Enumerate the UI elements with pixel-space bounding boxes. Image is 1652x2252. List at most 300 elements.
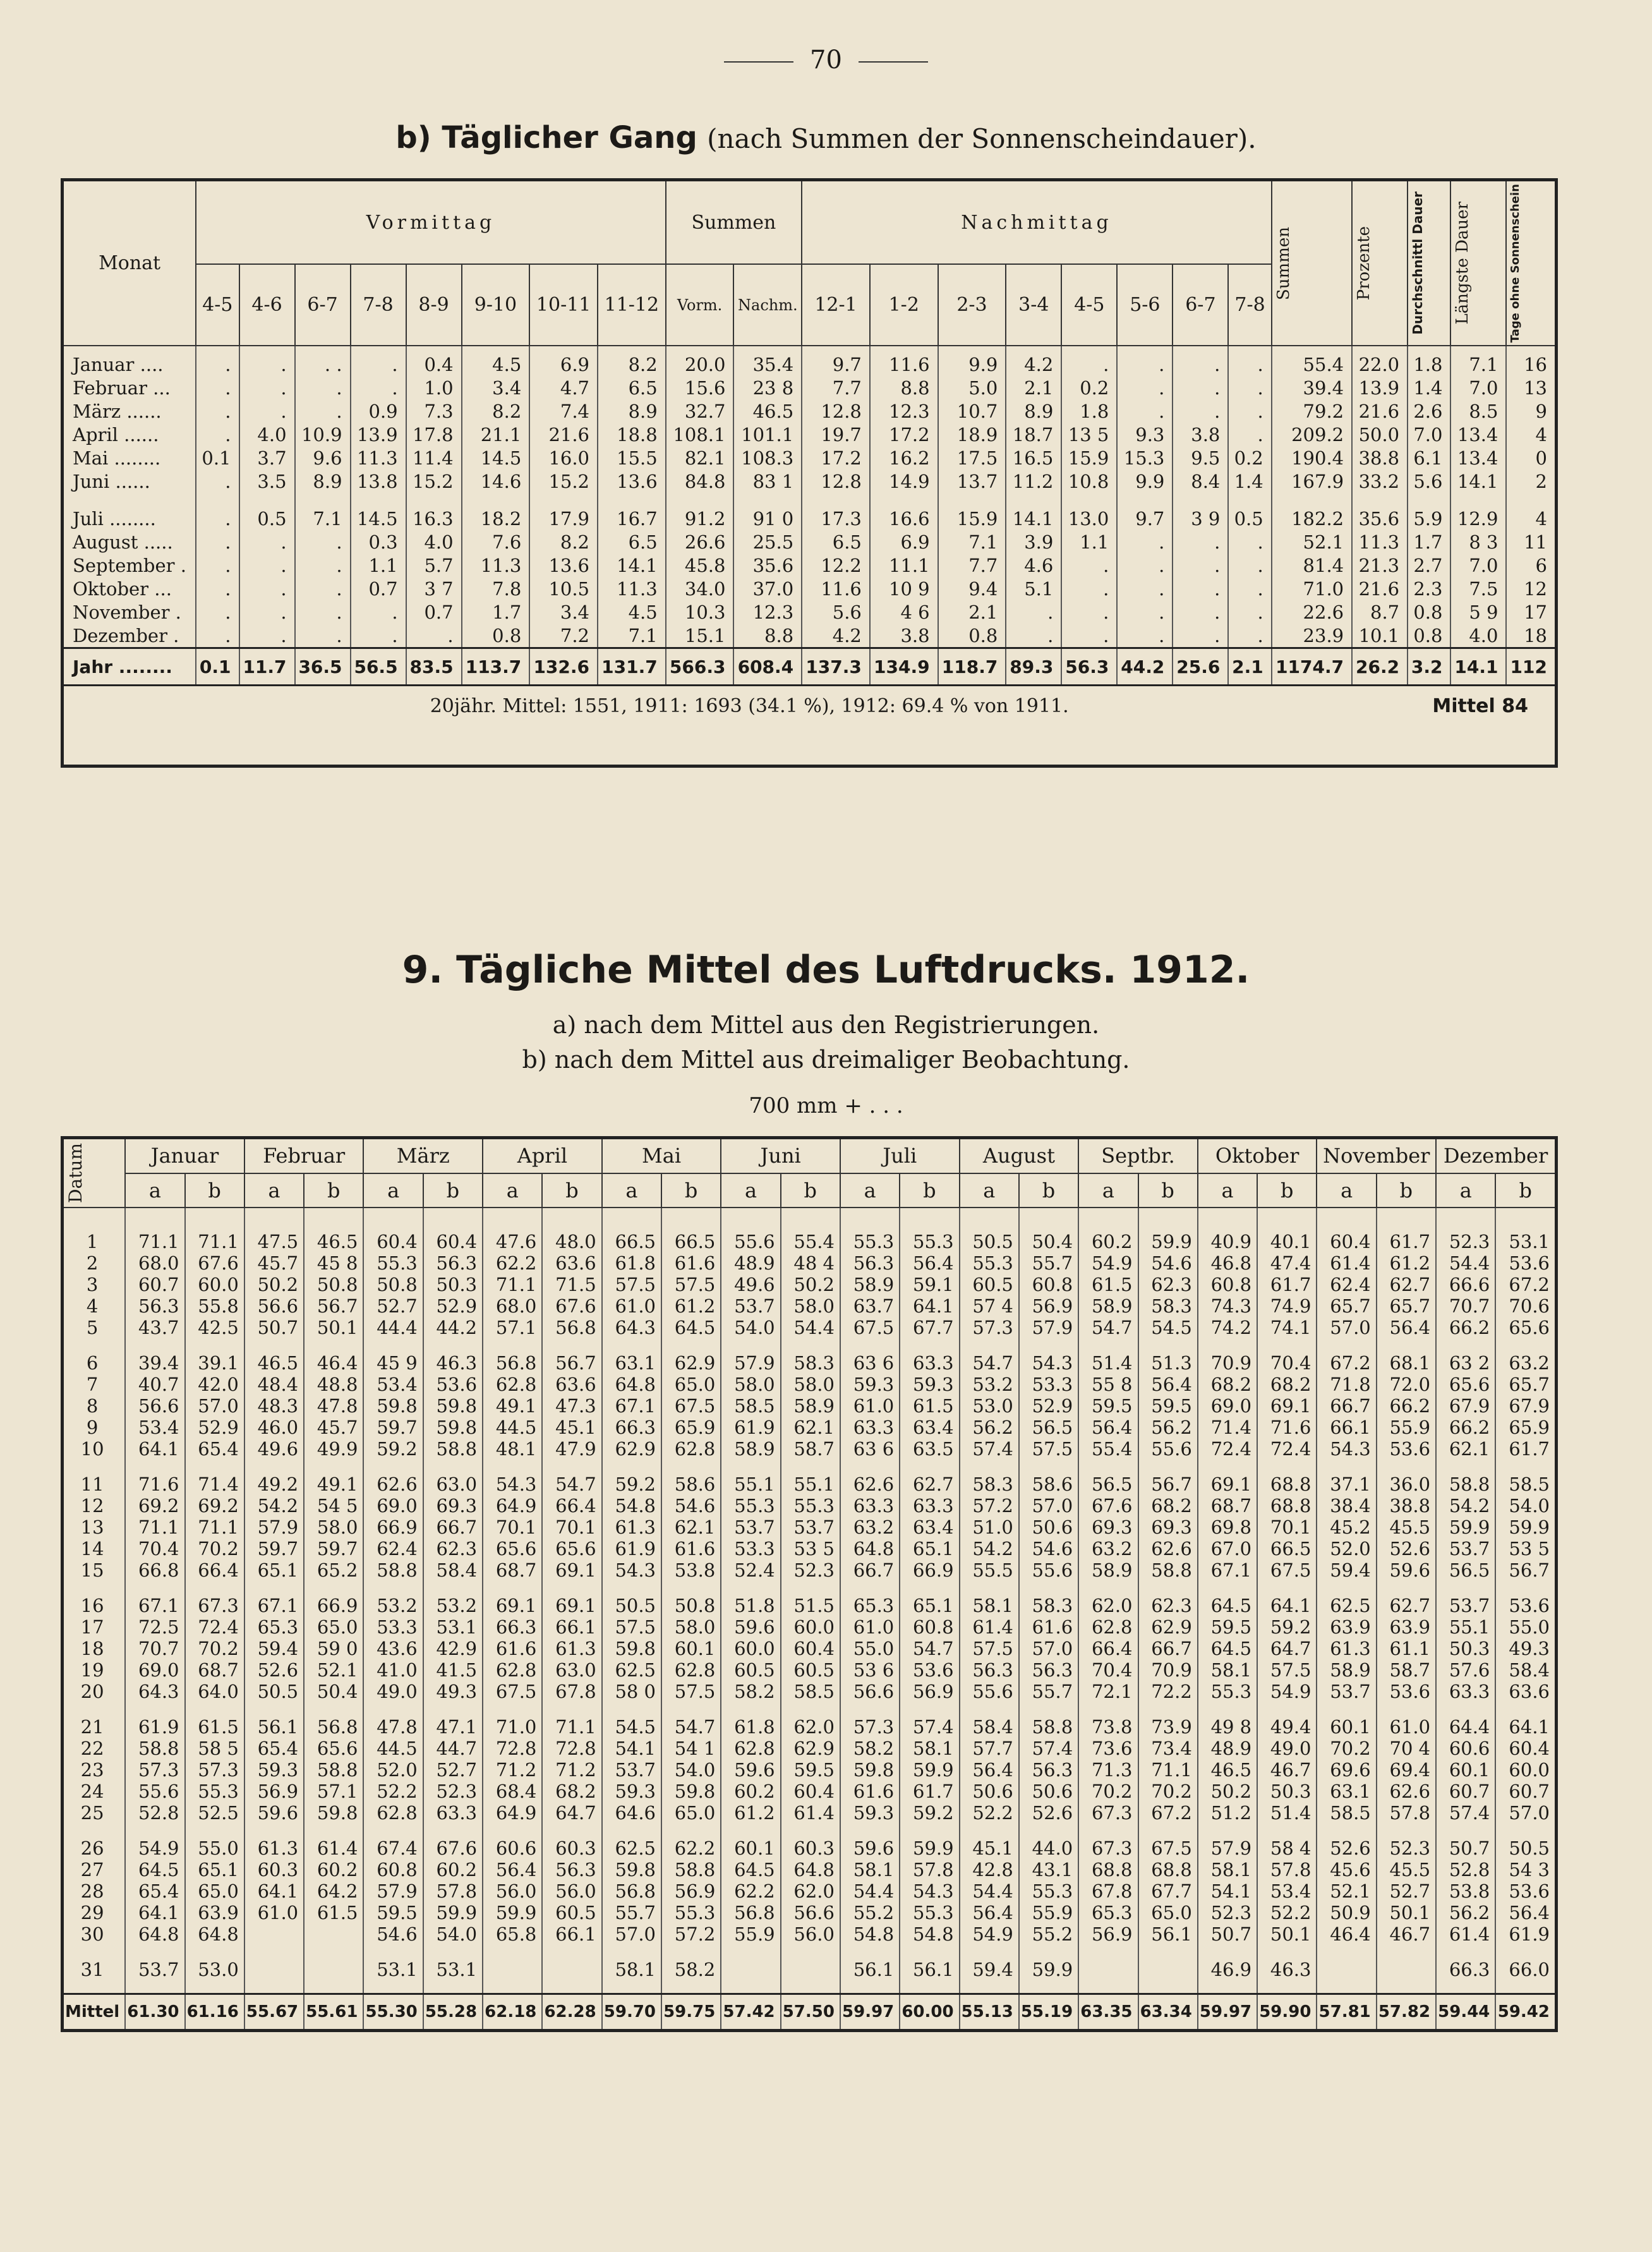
table-cell: 48.1 bbox=[483, 1438, 542, 1460]
table-cell: 50.5 bbox=[244, 1681, 304, 1702]
table-cell: 12.3 bbox=[870, 399, 938, 423]
day-cell: 9 bbox=[63, 1417, 126, 1438]
table-cell: 55.3 bbox=[185, 1781, 244, 1802]
day-cell: 15 bbox=[63, 1559, 126, 1581]
table-row bbox=[63, 1559, 1557, 1581]
table-cell: 58.1 bbox=[900, 1738, 959, 1759]
table-cell: 53.7 bbox=[721, 1295, 780, 1317]
table-cell: 53.4 bbox=[125, 1417, 184, 1438]
table-cell: . bbox=[295, 624, 351, 648]
table-cell: 51.4 bbox=[1078, 1338, 1138, 1374]
col-b-header: b bbox=[185, 1173, 244, 1208]
table-cell: 60.5 bbox=[542, 1902, 601, 1923]
table-cell: 51.2 bbox=[1198, 1802, 1257, 1824]
table-cell: 56.3 bbox=[1019, 1659, 1078, 1681]
day-cell: 17 bbox=[63, 1616, 126, 1638]
table-cell: 61.9 bbox=[125, 1702, 184, 1738]
table-cell: 58.4 bbox=[960, 1702, 1019, 1738]
table-cell: 45.7 bbox=[304, 1417, 363, 1438]
table-cell: 55.2 bbox=[1019, 1923, 1078, 1945]
table-cell: 59.9 bbox=[423, 1902, 483, 1923]
table-cell: 53.6 bbox=[1377, 1438, 1436, 1460]
table-cell: 55.0 bbox=[185, 1824, 244, 1859]
table-cell: 61.9 bbox=[721, 1417, 780, 1438]
table-cell: 61.4 bbox=[1317, 1252, 1376, 1274]
table-cell: 56.7 bbox=[542, 1338, 601, 1374]
table-cell: 12.8 bbox=[802, 399, 870, 423]
table-cell: 0 bbox=[1506, 446, 1556, 469]
table-cell: 52.8 bbox=[125, 1802, 184, 1824]
table-row bbox=[63, 1374, 1557, 1395]
table-cell: . bbox=[1061, 600, 1117, 624]
table-cell: 67.2 bbox=[1138, 1802, 1198, 1824]
table-cell: 54.8 bbox=[900, 1923, 959, 1945]
table-cell: 3.2 bbox=[1408, 648, 1450, 686]
table-cell: 9.7 bbox=[1117, 493, 1173, 530]
table-cell: 56.6 bbox=[244, 1295, 304, 1317]
table-cell: 16.2 bbox=[870, 446, 938, 469]
month-label: Mai ........ bbox=[63, 446, 196, 469]
table-cell: 64.1 bbox=[244, 1880, 304, 1902]
table-cell: 55.3 bbox=[900, 1902, 959, 1923]
table-cell: . bbox=[1173, 376, 1228, 399]
table-cell: 63.6 bbox=[1495, 1681, 1556, 1702]
table-cell: 44.2 bbox=[1117, 648, 1173, 686]
table-cell: 60.4 bbox=[781, 1638, 840, 1659]
table-cell: 17.8 bbox=[406, 423, 462, 446]
table-cell: 55.3 bbox=[781, 1495, 840, 1516]
table-cell: 63 6 bbox=[840, 1438, 900, 1460]
table-cell: . bbox=[239, 600, 295, 624]
table-cell: 53.6 bbox=[1495, 1880, 1556, 1902]
table-cell: 70.7 bbox=[1436, 1295, 1495, 1317]
table-cell: 68.7 bbox=[185, 1659, 244, 1681]
header-summen-sub: Vorm. bbox=[666, 264, 734, 346]
table-cell: . bbox=[351, 600, 406, 624]
table-cell: 49.6 bbox=[721, 1274, 780, 1295]
table-cell: 52.1 bbox=[304, 1659, 363, 1681]
table-cell: 69.3 bbox=[423, 1495, 483, 1516]
table-row bbox=[63, 1738, 1557, 1759]
table-cell: 13.4 bbox=[1450, 446, 1506, 469]
table-cell: 21.6 bbox=[1352, 577, 1408, 600]
table-cell: 5.6 bbox=[802, 600, 870, 624]
table-cell: 4.2 bbox=[802, 624, 870, 648]
table-cell: 61.0 bbox=[1377, 1702, 1436, 1738]
table-cell: 61.7 bbox=[1257, 1274, 1317, 1295]
table-cell: 113.7 bbox=[462, 648, 530, 686]
table-cell: 59.9 bbox=[1019, 1945, 1078, 1994]
table-cell: 608.4 bbox=[733, 648, 802, 686]
table-cell: 67.7 bbox=[900, 1317, 959, 1338]
table-cell: . bbox=[295, 577, 351, 600]
table-cell: 69.4 bbox=[1377, 1759, 1436, 1781]
table-cell: 55.3 bbox=[661, 1902, 721, 1923]
table-cell: . bbox=[239, 577, 295, 600]
header-vorm-hour: 10-11 bbox=[529, 264, 598, 346]
table-cell: 61.4 bbox=[781, 1802, 840, 1824]
table-cell: 58.5 bbox=[1495, 1460, 1556, 1495]
table-cell: 66.8 bbox=[125, 1559, 184, 1581]
table-cell: 7.0 bbox=[1450, 376, 1506, 399]
table-cell: 63.5 bbox=[900, 1438, 959, 1460]
table-cell: 68.2 bbox=[1257, 1374, 1317, 1395]
table-cell: . bbox=[239, 530, 295, 554]
table-cell: 60.8 bbox=[363, 1859, 423, 1880]
table-cell: 74.3 bbox=[1198, 1295, 1257, 1317]
table-cell: 57.4 bbox=[1019, 1738, 1078, 1759]
table-cell: 54.7 bbox=[661, 1702, 721, 1738]
table-cell: 70.2 bbox=[1138, 1781, 1198, 1802]
table-cell: 63.3 bbox=[423, 1802, 483, 1824]
header-nachm-hour: 2-3 bbox=[938, 264, 1006, 346]
table-cell: 71.8 bbox=[1317, 1374, 1376, 1395]
day-cell: 7 bbox=[63, 1374, 126, 1395]
col-a-header: a bbox=[721, 1173, 780, 1208]
table-cell: 67.9 bbox=[1436, 1395, 1495, 1417]
table-cell: 62.6 bbox=[1138, 1538, 1198, 1559]
table-cell: 70 4 bbox=[1377, 1738, 1436, 1759]
table-cell: 65.6 bbox=[542, 1538, 601, 1559]
table-cell: 63.3 bbox=[900, 1338, 959, 1374]
table-cell: 61.7 bbox=[1377, 1208, 1436, 1252]
table-cell: 55.6 bbox=[960, 1681, 1019, 1702]
table-cell: 62.3 bbox=[1138, 1581, 1198, 1616]
table-cell: 57.4 bbox=[900, 1702, 959, 1738]
table-cell: 65.6 bbox=[483, 1538, 542, 1559]
table-cell: 18.9 bbox=[938, 423, 1006, 446]
table-cell: 0.8 bbox=[1408, 624, 1450, 648]
table-cell: 41.0 bbox=[363, 1659, 423, 1681]
table-cell: 62.8 bbox=[1078, 1616, 1138, 1638]
table-cell: 54.7 bbox=[900, 1638, 959, 1659]
table-cell: . bbox=[1117, 554, 1173, 577]
table-cell: 4.6 bbox=[1006, 554, 1061, 577]
table-cell: 54.2 bbox=[960, 1538, 1019, 1559]
table-cell: 63.9 bbox=[1317, 1616, 1376, 1638]
table-cell: 54.8 bbox=[602, 1495, 661, 1516]
table-cell: 71.0 bbox=[483, 1702, 542, 1738]
table-cell: . bbox=[1228, 423, 1271, 446]
table-cell: 66.7 bbox=[840, 1559, 900, 1581]
table-cell: 62.9 bbox=[602, 1438, 661, 1460]
table-cell: 52.3 bbox=[1436, 1208, 1495, 1252]
table-cell: 64.7 bbox=[1257, 1638, 1317, 1659]
table-cell: . bbox=[196, 577, 239, 600]
table-cell: 60.4 bbox=[1317, 1208, 1376, 1252]
table-cell: 62.6 bbox=[840, 1460, 900, 1495]
table-cell: 58.9 bbox=[1078, 1559, 1138, 1581]
day-cell: 14 bbox=[63, 1538, 126, 1559]
table-cell: 4 6 bbox=[870, 600, 938, 624]
table-cell: 56.8 bbox=[721, 1902, 780, 1923]
table-cell: 56.2 bbox=[960, 1417, 1019, 1438]
table-cell: 74.1 bbox=[1257, 1317, 1317, 1338]
table-cell: 7.4 bbox=[529, 399, 598, 423]
table-cell: 55.3 bbox=[900, 1208, 959, 1252]
table-cell: 67.9 bbox=[1495, 1395, 1556, 1417]
table-cell: 5.0 bbox=[938, 376, 1006, 399]
table-cell: 56.3 bbox=[1061, 648, 1117, 686]
table-cell: 53.7 bbox=[1317, 1681, 1376, 1702]
month-label: Januar .... bbox=[63, 346, 196, 376]
table-cell: 55 8 bbox=[1078, 1374, 1138, 1395]
table-cell: 9.5 bbox=[1173, 446, 1228, 469]
table-row bbox=[63, 1516, 1557, 1538]
table-cell: 60.2 bbox=[304, 1859, 363, 1880]
table-cell: 59.42 bbox=[1495, 1994, 1556, 2030]
table-cell: 62.2 bbox=[483, 1252, 542, 1274]
table-cell: 54.3 bbox=[900, 1880, 959, 1902]
table-cell: 59.9 bbox=[900, 1759, 959, 1781]
table-cell: 68.0 bbox=[483, 1295, 542, 1317]
table-cell: 64.8 bbox=[185, 1923, 244, 1945]
table-cell: 5.9 bbox=[1408, 493, 1450, 530]
table-cell: 57.8 bbox=[900, 1859, 959, 1880]
table-cell: 62.5 bbox=[1317, 1581, 1376, 1616]
table-cell: 69.3 bbox=[1138, 1516, 1198, 1538]
table-cell: 62.2 bbox=[661, 1824, 721, 1859]
table-row bbox=[63, 1759, 1557, 1781]
table-cell: 55.2 bbox=[840, 1902, 900, 1923]
table-cell: 74.2 bbox=[1198, 1317, 1257, 1338]
section-b-unit: 700 mm + . . . bbox=[749, 1093, 903, 1118]
table-cell: 58.8 bbox=[1436, 1460, 1495, 1495]
table-cell: 11.1 bbox=[870, 554, 938, 577]
section-a-title-rest: (nach Summen der Sonnenscheindauer). bbox=[707, 123, 1257, 154]
table-cell: 70.2 bbox=[185, 1538, 244, 1559]
table-cell: 54.5 bbox=[1138, 1317, 1198, 1338]
table-cell: 112 bbox=[1506, 648, 1556, 686]
table-cell: 59.44 bbox=[1436, 1994, 1495, 2030]
table-cell: 57.82 bbox=[1377, 1994, 1436, 2030]
table-cell: 54.2 bbox=[1436, 1495, 1495, 1516]
table-cell: 67.6 bbox=[542, 1295, 601, 1317]
table-cell: 62.9 bbox=[661, 1338, 721, 1374]
table-cell: 71.1 bbox=[125, 1516, 184, 1538]
table-cell: 46.5 bbox=[244, 1338, 304, 1374]
day-cell: 22 bbox=[63, 1738, 126, 1759]
table-cell: 65.4 bbox=[125, 1880, 184, 1902]
table-cell: 52.0 bbox=[363, 1759, 423, 1781]
table-cell: 56.1 bbox=[900, 1945, 959, 1994]
table-cell: 11.6 bbox=[802, 577, 870, 600]
table-cell: 58.8 bbox=[363, 1559, 423, 1581]
table-cell: 56.1 bbox=[244, 1702, 304, 1738]
table-cell: . bbox=[1117, 399, 1173, 423]
table-row bbox=[63, 399, 1557, 423]
table-cell: 62.7 bbox=[900, 1460, 959, 1495]
table-cell: 7.6 bbox=[462, 530, 530, 554]
table-cell: 60.00 bbox=[900, 1994, 959, 2030]
table-cell: 71.2 bbox=[483, 1759, 542, 1781]
table-cell: 21.1 bbox=[462, 423, 530, 446]
day-cell: 27 bbox=[63, 1859, 126, 1880]
table-row bbox=[63, 346, 1557, 376]
table-cell: . bbox=[351, 624, 406, 648]
table-cell: 44.5 bbox=[483, 1417, 542, 1438]
month-label: Oktober ... bbox=[63, 577, 196, 600]
table-cell: 63.3 bbox=[840, 1495, 900, 1516]
table-cell: 65.3 bbox=[840, 1581, 900, 1616]
table-cell: 50.8 bbox=[304, 1274, 363, 1295]
header-vorm-hour: 7-8 bbox=[351, 264, 406, 346]
table-cell: 1.4 bbox=[1228, 469, 1271, 493]
table-cell: 53.6 bbox=[1495, 1252, 1556, 1274]
table-cell: 62.8 bbox=[483, 1659, 542, 1681]
table-cell: 50.3 bbox=[1257, 1781, 1317, 1802]
table-row bbox=[63, 1880, 1557, 1902]
table-cell: 58.2 bbox=[721, 1681, 780, 1702]
table-row bbox=[63, 1538, 1557, 1559]
table-cell: 0.4 bbox=[406, 346, 462, 376]
table-cell: 58.3 bbox=[1019, 1581, 1078, 1616]
table-cell: 64.7 bbox=[542, 1802, 601, 1824]
table-row bbox=[63, 624, 1557, 648]
table-cell: 55.3 bbox=[1019, 1880, 1078, 1902]
table-cell: 67.1 bbox=[1198, 1559, 1257, 1581]
table-cell: 7.3 bbox=[406, 399, 462, 423]
table-cell: 74.9 bbox=[1257, 1295, 1317, 1317]
table-cell: 54.6 bbox=[661, 1495, 721, 1516]
table-cell: 48.9 bbox=[721, 1252, 780, 1274]
table-cell: 52.3 bbox=[423, 1781, 483, 1802]
table-cell: 61.6 bbox=[661, 1538, 721, 1559]
table-cell: 70.7 bbox=[125, 1638, 184, 1659]
table-cell: 62.6 bbox=[1377, 1781, 1436, 1802]
table-cell: 8.7 bbox=[1352, 600, 1408, 624]
table-cell: 50.2 bbox=[1198, 1781, 1257, 1802]
table-cell: 53.7 bbox=[721, 1516, 780, 1538]
table-cell: 67.5 bbox=[1257, 1559, 1317, 1581]
table-cell bbox=[244, 1923, 304, 1945]
table-cell: 59.9 bbox=[1436, 1516, 1495, 1538]
table-cell: 60.7 bbox=[125, 1274, 184, 1295]
table-cell: 11.3 bbox=[351, 446, 406, 469]
table-cell: 22.0 bbox=[1352, 346, 1408, 376]
table-cell: . bbox=[295, 376, 351, 399]
table-cell: 63.9 bbox=[185, 1902, 244, 1923]
table-cell: 10.8 bbox=[1061, 469, 1117, 493]
table-cell: 56.1 bbox=[840, 1945, 900, 1994]
header-extra-prozente: Prozente bbox=[1352, 180, 1408, 346]
table-cell: . bbox=[196, 530, 239, 554]
table-cell: 50.3 bbox=[1436, 1638, 1495, 1659]
table-cell bbox=[1317, 1945, 1376, 1994]
table-cell: 53.0 bbox=[960, 1395, 1019, 1417]
table-cell: 17.2 bbox=[870, 423, 938, 446]
table-cell: 61.5 bbox=[1078, 1274, 1138, 1295]
table-cell: 65.0 bbox=[661, 1374, 721, 1395]
table-cell: 58 4 bbox=[1257, 1824, 1317, 1859]
table-cell: 56.5 bbox=[1078, 1460, 1138, 1495]
table-cell: 57.5 bbox=[602, 1274, 661, 1295]
table-cell: 64.2 bbox=[304, 1880, 363, 1902]
table-cell: . bbox=[295, 600, 351, 624]
table-cell: 55.1 bbox=[721, 1460, 780, 1495]
table-row bbox=[63, 554, 1557, 577]
table-cell: 55.9 bbox=[721, 1923, 780, 1945]
table-cell: 63.9 bbox=[1377, 1616, 1436, 1638]
table-cell: 62.7 bbox=[1377, 1581, 1436, 1616]
table-cell: 61.6 bbox=[483, 1638, 542, 1659]
divider bbox=[859, 61, 928, 63]
table-row bbox=[63, 1338, 1557, 1374]
col-a-header: a bbox=[960, 1173, 1019, 1208]
table-cell: . bbox=[1117, 530, 1173, 554]
table-cell: 15.1 bbox=[666, 624, 734, 648]
col-a-header: a bbox=[1198, 1173, 1257, 1208]
table-cell: 64.8 bbox=[840, 1538, 900, 1559]
table-cell: 46.4 bbox=[1317, 1923, 1376, 1945]
table-cell: 54.9 bbox=[125, 1824, 184, 1859]
table-cell: 53.2 bbox=[423, 1581, 483, 1616]
table-cell: 50.5 bbox=[960, 1208, 1019, 1252]
table-cell: 59.3 bbox=[900, 1374, 959, 1395]
table-cell: 70.4 bbox=[1257, 1338, 1317, 1374]
table-cell: 63.4 bbox=[900, 1516, 959, 1538]
table-cell: 7.7 bbox=[938, 554, 1006, 577]
table-cell: 63.7 bbox=[840, 1295, 900, 1317]
table-cell: 72.4 bbox=[185, 1616, 244, 1638]
table-cell: . bbox=[196, 376, 239, 399]
table-cell: 57.1 bbox=[304, 1781, 363, 1802]
month-label: Juli ........ bbox=[63, 493, 196, 530]
table-cell: 37.1 bbox=[1317, 1460, 1376, 1495]
table-cell: 63.4 bbox=[900, 1417, 959, 1438]
table-cell: 65.2 bbox=[304, 1559, 363, 1581]
table-cell: 49.0 bbox=[363, 1681, 423, 1702]
table-cell: 61.9 bbox=[602, 1538, 661, 1559]
table-cell: 18.2 bbox=[462, 493, 530, 530]
table-cell: 66.2 bbox=[1436, 1317, 1495, 1338]
col-a-header: a bbox=[1078, 1173, 1138, 1208]
table-cell: 67.2 bbox=[1317, 1338, 1376, 1374]
table-row bbox=[63, 1923, 1557, 1945]
table-cell: 65.9 bbox=[1495, 1417, 1556, 1438]
table-cell: 61.0 bbox=[840, 1395, 900, 1417]
table-cell: 40.9 bbox=[1198, 1208, 1257, 1252]
table-cell: 69.1 bbox=[1198, 1460, 1257, 1495]
table-cell: 54.0 bbox=[423, 1923, 483, 1945]
table-cell: . bbox=[1173, 624, 1228, 648]
table-cell: 50.6 bbox=[1019, 1781, 1078, 1802]
month-header: April bbox=[483, 1138, 602, 1173]
table-cell: 11.4 bbox=[406, 446, 462, 469]
table-cell: 62.0 bbox=[1078, 1581, 1138, 1616]
table-cell: . bbox=[196, 469, 239, 493]
table-cell: 57.0 bbox=[1019, 1495, 1078, 1516]
table-cell: 91 0 bbox=[733, 493, 802, 530]
header-vorm-hour: 9-10 bbox=[462, 264, 530, 346]
table-cell: 12.9 bbox=[1450, 493, 1506, 530]
table-cell: 0.3 bbox=[351, 530, 406, 554]
month-header: November bbox=[1317, 1138, 1436, 1173]
table-cell: 54.0 bbox=[1495, 1495, 1556, 1516]
table-cell: 57.5 bbox=[661, 1274, 721, 1295]
table-cell: 53.3 bbox=[721, 1538, 780, 1559]
table-row bbox=[63, 1438, 1557, 1460]
table-cell: 209.2 bbox=[1272, 423, 1352, 446]
header-vorm-hour: 4-6 bbox=[239, 264, 295, 346]
table-cell: 60.3 bbox=[244, 1859, 304, 1880]
table-cell: 55.6 bbox=[1019, 1559, 1078, 1581]
table-cell: . bbox=[1117, 376, 1173, 399]
table-cell bbox=[542, 1945, 601, 1994]
table-cell: 0.8 bbox=[462, 624, 530, 648]
table-cell: 14.1 bbox=[1450, 648, 1506, 686]
table-cell: 68.2 bbox=[1138, 1495, 1198, 1516]
